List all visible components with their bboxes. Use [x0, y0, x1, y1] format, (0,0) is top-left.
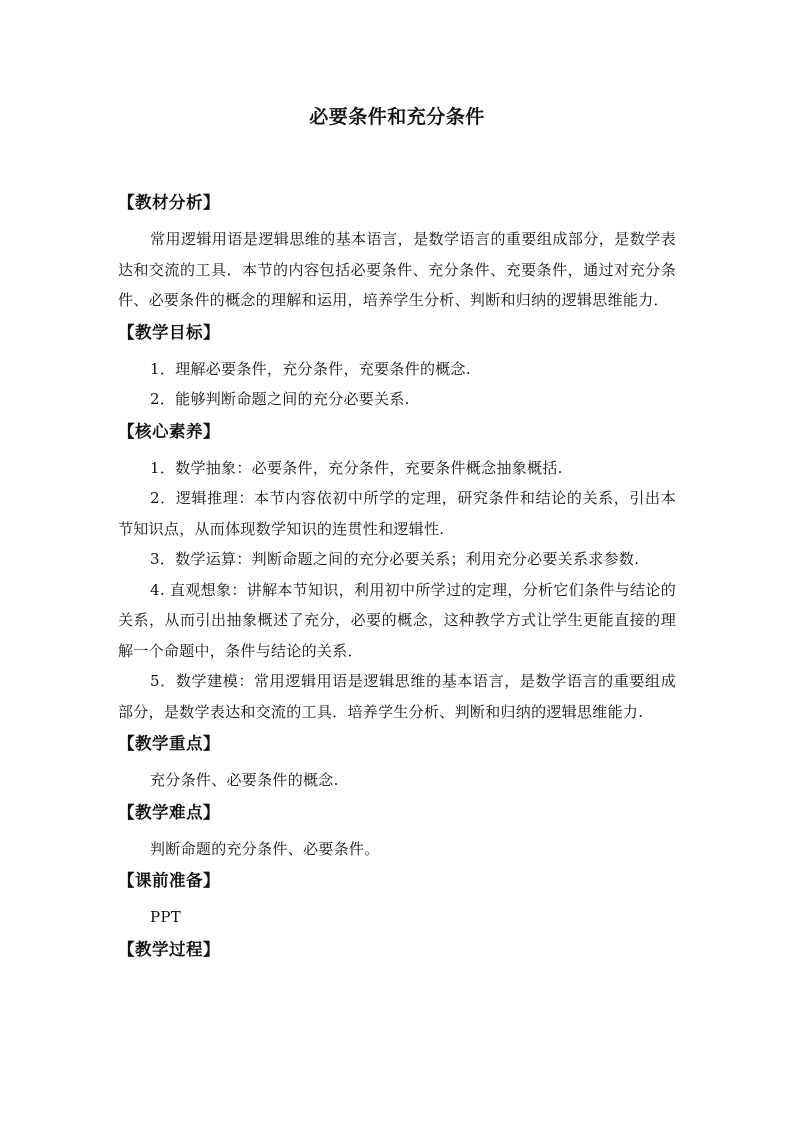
document-title: 必要条件和充分条件: [309, 106, 485, 128]
section-heading-analysis: 【教材分析】: [118, 193, 220, 212]
literacy-item-4: 4. 直观想象：讲解本节知识，利用初中所学过的定理，分析它们条件与结论的关系，从而引出抽象概述了充分，必要的概念，这种教学方式让学生更能直接的理解一个命题中，条件与结论的关系．: [118, 580, 676, 660]
document-body: [118, 188, 676, 967]
literacy-item-5: 5．数学建模：常用逻辑用语是逻辑思维的基本语言，是数学语言的重要组成部分，是数学表达和交流的工具．培养学生分析、判断和归纳的逻辑思维能力.: [118, 672, 676, 721]
literacy-item-2: 2．逻辑推理：本节内容依初中所学的定理，研究条件和结论的关系，引出本节知识点，从而体现数学知识的连贯性和逻辑性.: [118, 489, 676, 538]
goal-item-1: 1．理解必要条件，充分条件，充要条件的概念.: [150, 359, 471, 378]
section-heading-key-points: 【教学重点】: [118, 734, 220, 753]
section-difficulties: [118, 798, 676, 865]
section-key-points: [118, 729, 676, 796]
section-heading-literacy: 【核心素养】: [118, 421, 220, 441]
preparation-paragraph: PPT: [150, 908, 182, 926]
analysis-paragraph: 常用逻辑用语是逻辑思维的基本语言，是数学语言的重要组成部分，是数学表达和交流的工具．本节的内容包括必要条件、充分条件、充要条件，通过对充分条件、必要条件的概念的理解和运用，培养学生分析、判断和归纳的逻辑思维能力．: [118, 230, 676, 309]
literacy-item-3: 3．数学运算：判断命题之间的充分必要关系；利用充分必要关系求参数.: [150, 550, 640, 568]
section-heading-difficulties: 【教学难点】: [118, 802, 220, 822]
section-analysis: [118, 188, 676, 316]
section-preparation: [118, 866, 676, 933]
goal-item-2: 2．能够判断命题之间的充分必要关系.: [150, 390, 410, 408]
section-process: [118, 935, 676, 965]
section-heading-preparation: 【课前准备】: [118, 871, 220, 890]
key-points-paragraph: 充分条件、必要条件的概念.: [150, 771, 339, 789]
section-heading-process: 【教学过程】: [118, 939, 220, 959]
difficulties-paragraph: 判断命题的充分条件、必要条件。: [150, 839, 380, 858]
section-literacy: [118, 417, 676, 728]
section-goals: [118, 318, 676, 415]
section-heading-goals: 【教学目标】: [118, 322, 220, 342]
literacy-item-1: 1．数学抽象：必要条件，充分条件，充要条件概念抽象概括.: [150, 458, 563, 477]
